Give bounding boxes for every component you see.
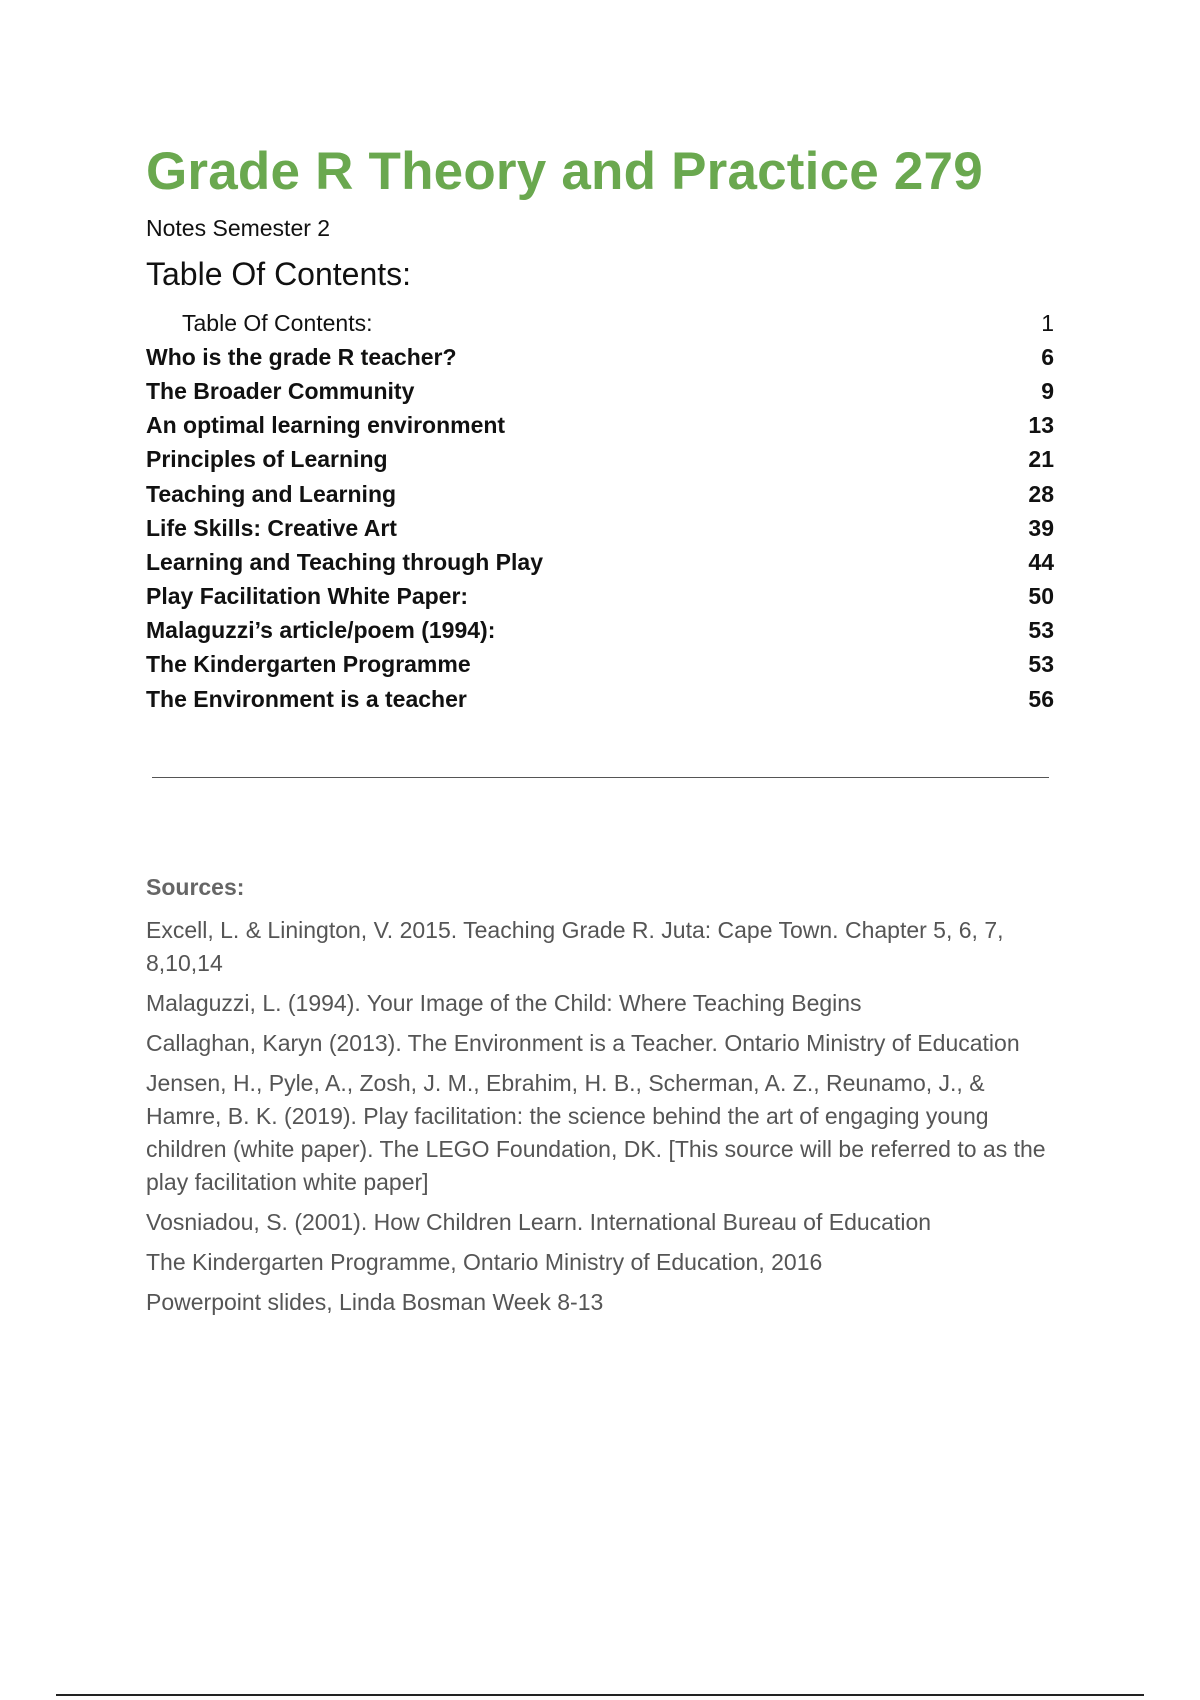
toc-entry-label: Life Skills: Creative Art [146, 514, 397, 541]
toc-entry-page: 13 [1028, 412, 1054, 439]
toc-entry-label: The Kindergarten Programme [146, 651, 471, 678]
toc-entry[interactable] [146, 374, 1054, 408]
source-item: Powerpoint slides, Linda Bosman Week 8-13 [146, 1288, 604, 1315]
source-item: The Kindergarten Programme, Ontario Ministry of Education, 2016 [146, 1248, 823, 1275]
toc-entry-label: Who is the grade R teacher? [146, 343, 457, 370]
toc-entry[interactable] [146, 442, 1054, 476]
source-item: Excell, L. & Linington, V. 2015. Teaching Grade R. Juta: Cape Town. Chapter 5, 6, 7, 8,10,14 [146, 916, 1004, 976]
toc-entry[interactable] [146, 477, 1054, 511]
toc-entry-page: 44 [1028, 548, 1054, 575]
source-item: Vosniadou, S. (2001). How Children Learn. International Bureau of Education [146, 1208, 932, 1235]
toc-entry-label: Principles of Learning [146, 446, 388, 473]
toc-entry-page: 6 [1041, 343, 1054, 370]
sources-section [146, 874, 1061, 1326]
page-bottom-edge [56, 1694, 1144, 1696]
toc-entry-page: 28 [1028, 480, 1054, 507]
toc-entry[interactable] [146, 647, 1054, 681]
toc-entry-label: The Broader Community [146, 377, 415, 404]
toc-entry-page: 53 [1028, 651, 1054, 678]
document-subtitle: Notes Semester 2 [146, 214, 331, 241]
document-header [146, 140, 1054, 716]
toc-entry[interactable] [146, 545, 1054, 579]
toc-entry-label: The Environment is a teacher [146, 685, 467, 712]
toc-heading: Table Of Contents: [146, 256, 412, 293]
section-divider [152, 777, 1049, 778]
toc-entry[interactable] [146, 613, 1054, 647]
toc-entry-label: Table Of Contents: [182, 309, 373, 336]
toc-entry[interactable] [146, 408, 1054, 442]
toc-entry[interactable] [146, 511, 1054, 545]
toc-entry-page: 21 [1028, 446, 1054, 473]
toc-entry-label: An optimal learning environment [146, 412, 506, 439]
source-item: Malaguzzi, L. (1994). Your Image of the Child: Where Teaching Begins [146, 989, 862, 1016]
toc-entry-page: 53 [1028, 617, 1054, 644]
source-item: Jensen, H., Pyle, A., Zosh, J. M., Ebrahim, H. B., Scherman, A. Z., Reunamo, J., & Hamre, B. K. (2019). Play facilitation: the science behind the art of engaging young children (white paper). The LEGO Foundation, DK. [This source will be referred to as the play facilitation white paper] [146, 1069, 1046, 1195]
toc-entry-label: Learning and Teaching through Play [146, 548, 543, 575]
toc-entry-page: 1 [1041, 309, 1054, 336]
table-of-contents [146, 306, 1054, 716]
toc-entry-label: Malaguzzi’s article/poem (1994): [146, 617, 496, 644]
toc-entry[interactable] [146, 340, 1054, 374]
sources-heading: Sources: [146, 874, 245, 900]
toc-entry[interactable] [146, 579, 1054, 613]
toc-entry-page: 50 [1028, 583, 1054, 610]
toc-entry[interactable] [146, 306, 1054, 340]
toc-entry-label: Play Facilitation White Paper: [146, 583, 469, 610]
toc-entry-page: 56 [1028, 685, 1054, 712]
toc-entry-page: 39 [1028, 514, 1054, 541]
source-item: Callaghan, Karyn (2013). The Environment is a Teacher. Ontario Ministry of Education [146, 1029, 1020, 1056]
document-title: Grade R Theory and Practice 279 [146, 142, 983, 201]
toc-entry-page: 9 [1041, 377, 1054, 404]
toc-entry-label: Teaching and Learning [146, 480, 397, 507]
toc-entry[interactable] [146, 682, 1054, 716]
